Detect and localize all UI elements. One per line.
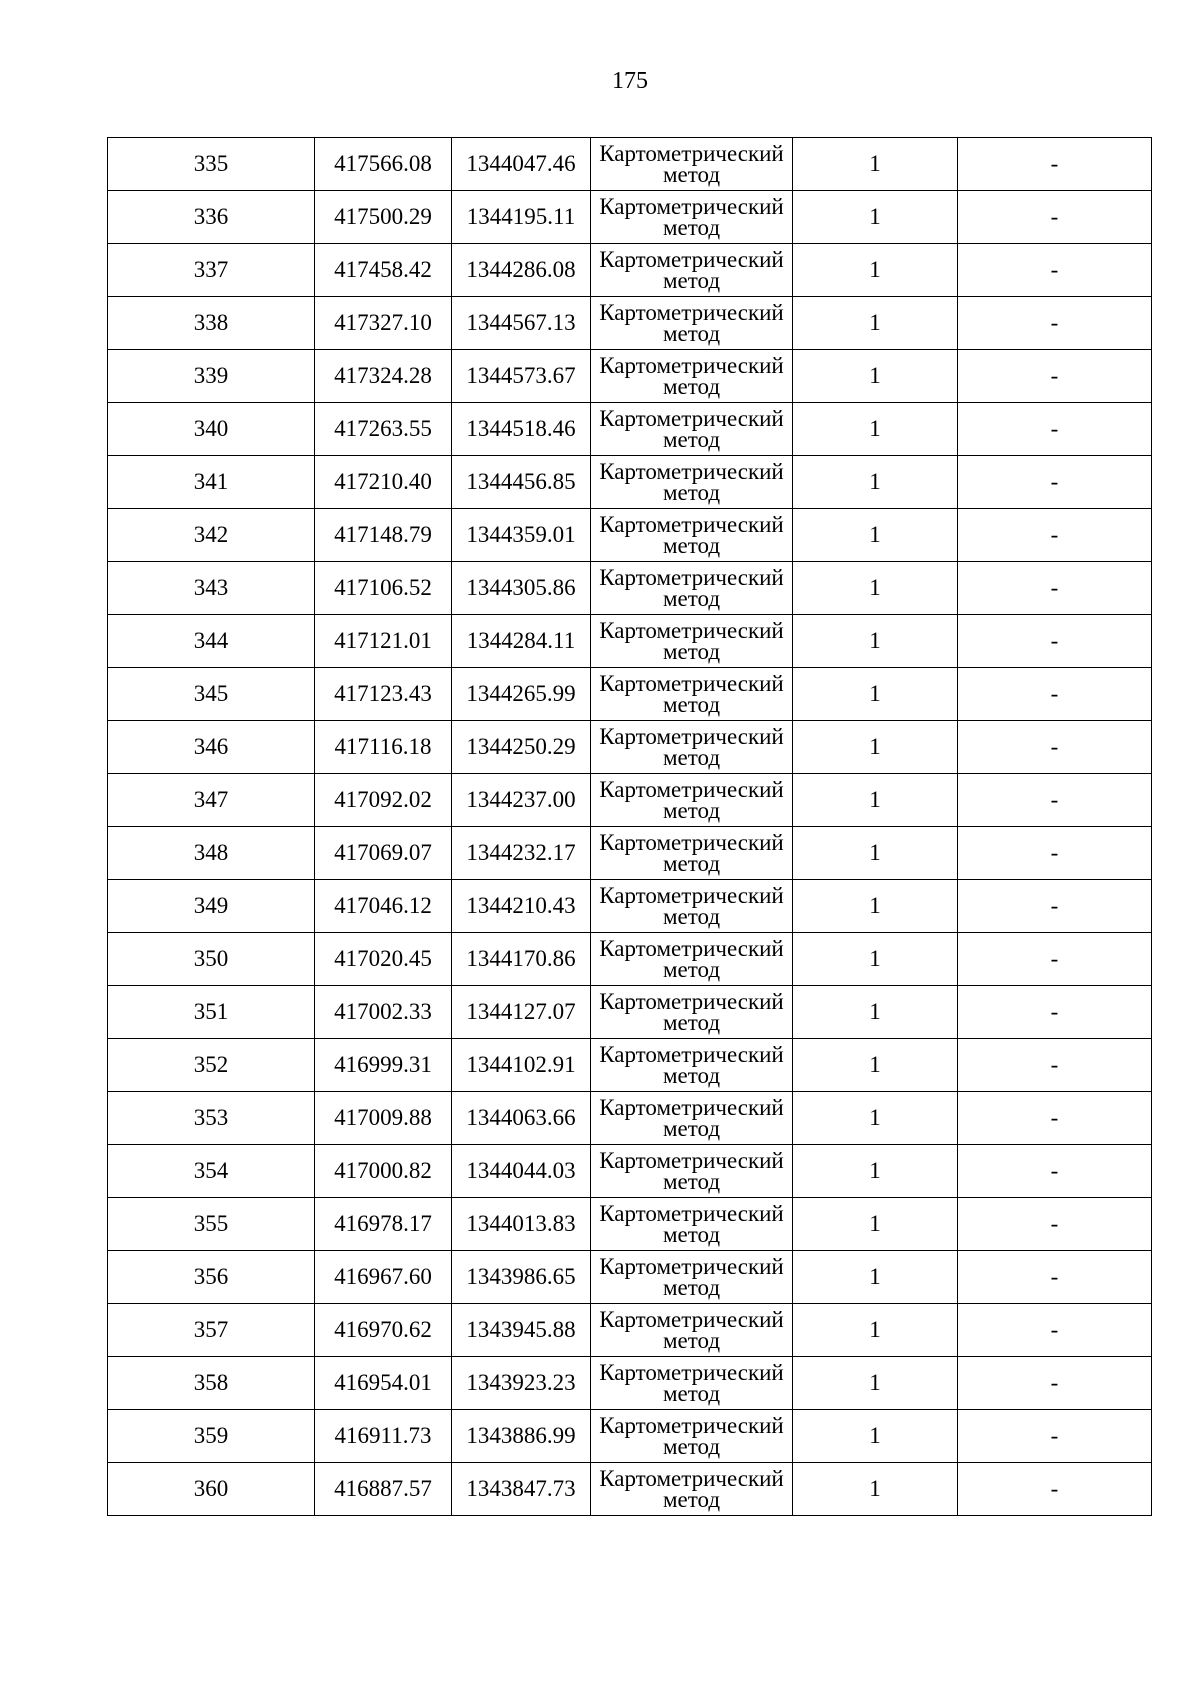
note-cell: -: [958, 1092, 1152, 1145]
method-line-1: Картометрический: [599, 989, 784, 1014]
y-coordinate-cell: 1344210.43: [452, 880, 591, 933]
method-line-2: метод: [662, 1222, 721, 1247]
accuracy-cell: 1: [793, 1145, 958, 1198]
y-coordinate-cell: 1343986.65: [452, 1251, 591, 1304]
note-cell: -: [958, 1304, 1152, 1357]
method-line-2: метод: [662, 374, 721, 399]
note-cell: -: [958, 1463, 1152, 1516]
point-number-cell: 356: [108, 1251, 315, 1304]
table-row: [108, 1092, 1152, 1145]
method-cell: [591, 297, 793, 350]
x-coordinate-cell: 417069.07: [315, 827, 452, 880]
note-cell: -: [958, 1251, 1152, 1304]
point-number-cell: 357: [108, 1304, 315, 1357]
method-cell: [591, 615, 793, 668]
x-coordinate-cell: 417263.55: [315, 403, 452, 456]
note-cell: -: [958, 827, 1152, 880]
y-coordinate-cell: 1344305.86: [452, 562, 591, 615]
method-cell: [591, 138, 793, 191]
table-row: [108, 350, 1152, 403]
table-row: [108, 191, 1152, 244]
table-row: [108, 562, 1152, 615]
x-coordinate-cell: 417106.52: [315, 562, 452, 615]
table-row: [108, 1251, 1152, 1304]
point-number-cell: 355: [108, 1198, 315, 1251]
point-number-cell: 358: [108, 1357, 315, 1410]
method-line-1: Картометрический: [599, 300, 784, 325]
y-coordinate-cell: 1344265.99: [452, 668, 591, 721]
x-coordinate-cell: 416967.60: [315, 1251, 452, 1304]
method-line-2: метод: [662, 692, 721, 717]
method-cell: [591, 721, 793, 774]
point-number-cell: 349: [108, 880, 315, 933]
x-coordinate-cell: 417566.08: [315, 138, 452, 191]
point-number-cell: 338: [108, 297, 315, 350]
point-number-cell: 350: [108, 933, 315, 986]
method-line-2: метод: [662, 1275, 721, 1300]
x-coordinate-cell: 417020.45: [315, 933, 452, 986]
y-coordinate-cell: 1344573.67: [452, 350, 591, 403]
point-number-cell: 354: [108, 1145, 315, 1198]
point-number-cell: 359: [108, 1410, 315, 1463]
y-coordinate-cell: 1344284.11: [452, 615, 591, 668]
point-number-cell: 351: [108, 986, 315, 1039]
accuracy-cell: 1: [793, 350, 958, 403]
method-line-2: метод: [662, 162, 721, 187]
note-cell: -: [958, 986, 1152, 1039]
point-number-cell: 336: [108, 191, 315, 244]
x-coordinate-cell: 417000.82: [315, 1145, 452, 1198]
note-cell: -: [958, 509, 1152, 562]
method-line-1: Картометрический: [599, 830, 784, 855]
note-cell: -: [958, 880, 1152, 933]
method-line-1: Картометрический: [599, 936, 784, 961]
method-cell: [591, 509, 793, 562]
method-line-2: метод: [662, 533, 721, 558]
method-line-2: метод: [662, 798, 721, 823]
note-cell: -: [958, 403, 1152, 456]
method-line-1: Картометрический: [599, 1254, 784, 1279]
point-number-cell: 339: [108, 350, 315, 403]
y-coordinate-cell: 1344195.11: [452, 191, 591, 244]
method-cell: [591, 1463, 793, 1516]
y-coordinate-cell: 1343945.88: [452, 1304, 591, 1357]
note-cell: -: [958, 1410, 1152, 1463]
note-cell: -: [958, 1198, 1152, 1251]
note-cell: -: [958, 668, 1152, 721]
point-number-cell: 340: [108, 403, 315, 456]
table-row: [108, 456, 1152, 509]
method-cell: [591, 1304, 793, 1357]
accuracy-cell: 1: [793, 191, 958, 244]
method-line-1: Картометрический: [599, 565, 784, 590]
method-line-2: метод: [662, 480, 721, 505]
point-number-cell: 347: [108, 774, 315, 827]
method-cell: [591, 933, 793, 986]
table-row: [108, 297, 1152, 350]
accuracy-cell: 1: [793, 827, 958, 880]
method-line-2: метод: [662, 851, 721, 876]
point-number-cell: 343: [108, 562, 315, 615]
page-number: 175: [612, 68, 648, 94]
method-line-1: Картометрический: [599, 1095, 784, 1120]
method-line-2: метод: [662, 586, 721, 611]
x-coordinate-cell: 417092.02: [315, 774, 452, 827]
accuracy-cell: 1: [793, 1304, 958, 1357]
method-cell: [591, 827, 793, 880]
y-coordinate-cell: 1344063.66: [452, 1092, 591, 1145]
note-cell: -: [958, 562, 1152, 615]
point-number-cell: 344: [108, 615, 315, 668]
x-coordinate-cell: 416970.62: [315, 1304, 452, 1357]
coordinates-table: [107, 137, 1152, 1516]
note-cell: -: [958, 191, 1152, 244]
accuracy-cell: 1: [793, 244, 958, 297]
method-cell: [591, 1092, 793, 1145]
method-line-1: Картометрический: [599, 1413, 784, 1438]
x-coordinate-cell: 416954.01: [315, 1357, 452, 1410]
method-cell: [591, 880, 793, 933]
table-row: [108, 827, 1152, 880]
x-coordinate-cell: 416911.73: [315, 1410, 452, 1463]
method-line-1: Картометрический: [599, 1148, 784, 1173]
table-row: [108, 1410, 1152, 1463]
note-cell: -: [958, 774, 1152, 827]
accuracy-cell: 1: [793, 1463, 958, 1516]
y-coordinate-cell: 1344047.46: [452, 138, 591, 191]
method-line-1: Картометрический: [599, 194, 784, 219]
x-coordinate-cell: 417002.33: [315, 986, 452, 1039]
accuracy-cell: 1: [793, 1251, 958, 1304]
method-line-1: Картометрический: [599, 1307, 784, 1332]
note-cell: -: [958, 350, 1152, 403]
x-coordinate-cell: 417458.42: [315, 244, 452, 297]
point-number-cell: 360: [108, 1463, 315, 1516]
accuracy-cell: 1: [793, 562, 958, 615]
method-line-2: метод: [662, 1169, 721, 1194]
method-line-1: Картометрический: [599, 777, 784, 802]
point-number-cell: 352: [108, 1039, 315, 1092]
y-coordinate-cell: 1344102.91: [452, 1039, 591, 1092]
accuracy-cell: 1: [793, 615, 958, 668]
x-coordinate-cell: 417009.88: [315, 1092, 452, 1145]
accuracy-cell: 1: [793, 1357, 958, 1410]
note-cell: -: [958, 297, 1152, 350]
method-line-1: Картометрический: [599, 406, 784, 431]
note-cell: -: [958, 615, 1152, 668]
method-cell: [591, 1145, 793, 1198]
y-coordinate-cell: 1344013.83: [452, 1198, 591, 1251]
method-line-1: Картометрический: [599, 724, 784, 749]
method-line-1: Картометрический: [599, 1042, 784, 1067]
method-line-1: Картометрический: [599, 671, 784, 696]
table-row: [108, 509, 1152, 562]
method-line-1: Картометрический: [599, 1201, 784, 1226]
accuracy-cell: 1: [793, 456, 958, 509]
y-coordinate-cell: 1343886.99: [452, 1410, 591, 1463]
method-line-2: метод: [662, 1116, 721, 1141]
y-coordinate-cell: 1343847.73: [452, 1463, 591, 1516]
accuracy-cell: 1: [793, 1410, 958, 1463]
point-number-cell: 341: [108, 456, 315, 509]
y-coordinate-cell: 1344127.07: [452, 986, 591, 1039]
x-coordinate-cell: 417116.18: [315, 721, 452, 774]
x-coordinate-cell: 417148.79: [315, 509, 452, 562]
method-cell: [591, 986, 793, 1039]
accuracy-cell: 1: [793, 1039, 958, 1092]
x-coordinate-cell: 417327.10: [315, 297, 452, 350]
method-line-1: Картометрический: [599, 1360, 784, 1385]
y-coordinate-cell: 1344518.46: [452, 403, 591, 456]
table-row: [108, 1357, 1152, 1410]
point-number-cell: 353: [108, 1092, 315, 1145]
point-number-cell: 346: [108, 721, 315, 774]
y-coordinate-cell: 1344250.29: [452, 721, 591, 774]
method-line-2: метод: [662, 321, 721, 346]
accuracy-cell: 1: [793, 403, 958, 456]
x-coordinate-cell: 416978.17: [315, 1198, 452, 1251]
accuracy-cell: 1: [793, 933, 958, 986]
accuracy-cell: 1: [793, 509, 958, 562]
method-line-1: Картометрический: [599, 618, 784, 643]
table-row: [108, 1145, 1152, 1198]
y-coordinate-cell: 1344237.00: [452, 774, 591, 827]
accuracy-cell: 1: [793, 297, 958, 350]
accuracy-cell: 1: [793, 880, 958, 933]
point-number-cell: 335: [108, 138, 315, 191]
y-coordinate-cell: 1344044.03: [452, 1145, 591, 1198]
point-number-cell: 342: [108, 509, 315, 562]
note-cell: -: [958, 1039, 1152, 1092]
table-row: [108, 774, 1152, 827]
method-cell: [591, 403, 793, 456]
method-cell: [591, 774, 793, 827]
x-coordinate-cell: 417046.12: [315, 880, 452, 933]
y-coordinate-cell: 1344359.01: [452, 509, 591, 562]
note-cell: -: [958, 933, 1152, 986]
note-cell: -: [958, 244, 1152, 297]
method-line-2: метод: [662, 745, 721, 770]
table-row: [108, 138, 1152, 191]
table-row: [108, 933, 1152, 986]
x-coordinate-cell: 417210.40: [315, 456, 452, 509]
point-number-cell: 337: [108, 244, 315, 297]
method-line-1: Картометрический: [599, 141, 784, 166]
method-cell: [591, 244, 793, 297]
method-cell: [591, 456, 793, 509]
method-cell: [591, 1039, 793, 1092]
table-row: [108, 668, 1152, 721]
method-line-1: Картометрический: [599, 353, 784, 378]
method-cell: [591, 1198, 793, 1251]
method-line-2: метод: [662, 268, 721, 293]
note-cell: -: [958, 1145, 1152, 1198]
table-row: [108, 244, 1152, 297]
y-coordinate-cell: 1344232.17: [452, 827, 591, 880]
method-line-1: Картометрический: [599, 459, 784, 484]
table-row: [108, 403, 1152, 456]
x-coordinate-cell: 417121.01: [315, 615, 452, 668]
x-coordinate-cell: 417324.28: [315, 350, 452, 403]
note-cell: -: [958, 138, 1152, 191]
x-coordinate-cell: 416999.31: [315, 1039, 452, 1092]
method-cell: [591, 191, 793, 244]
method-cell: [591, 1251, 793, 1304]
accuracy-cell: 1: [793, 1092, 958, 1145]
note-cell: -: [958, 721, 1152, 774]
x-coordinate-cell: 416887.57: [315, 1463, 452, 1516]
note-cell: -: [958, 456, 1152, 509]
point-number-cell: 348: [108, 827, 315, 880]
method-cell: [591, 562, 793, 615]
accuracy-cell: 1: [793, 1198, 958, 1251]
method-line-2: метод: [662, 427, 721, 452]
accuracy-cell: 1: [793, 721, 958, 774]
method-cell: [591, 1357, 793, 1410]
method-line-1: Картометрический: [599, 247, 784, 272]
accuracy-cell: 1: [793, 774, 958, 827]
method-line-2: метод: [662, 957, 721, 982]
method-line-2: метод: [662, 1010, 721, 1035]
y-coordinate-cell: 1344170.86: [452, 933, 591, 986]
accuracy-cell: 1: [793, 986, 958, 1039]
method-line-2: метод: [662, 904, 721, 929]
note-cell: -: [958, 1357, 1152, 1410]
accuracy-cell: 1: [793, 668, 958, 721]
table-row: [108, 721, 1152, 774]
y-coordinate-cell: 1344456.85: [452, 456, 591, 509]
x-coordinate-cell: 417500.29: [315, 191, 452, 244]
method-line-2: метод: [662, 1381, 721, 1406]
table-row: [108, 880, 1152, 933]
method-line-1: Картометрический: [599, 1466, 784, 1491]
method-line-2: метод: [662, 215, 721, 240]
table-row: [108, 1463, 1152, 1516]
x-coordinate-cell: 417123.43: [315, 668, 452, 721]
method-line-2: метод: [662, 1063, 721, 1088]
method-cell: [591, 350, 793, 403]
table-row: [108, 986, 1152, 1039]
method-line-2: метод: [662, 639, 721, 664]
method-line-1: Картометрический: [599, 883, 784, 908]
table-row: [108, 615, 1152, 668]
method-line-2: метод: [662, 1487, 721, 1512]
accuracy-cell: 1: [793, 138, 958, 191]
method-cell: [591, 1410, 793, 1463]
y-coordinate-cell: 1344286.08: [452, 244, 591, 297]
method-line-2: метод: [662, 1434, 721, 1459]
method-line-2: метод: [662, 1328, 721, 1353]
table-row: [108, 1304, 1152, 1357]
table-row: [108, 1198, 1152, 1251]
method-cell: [591, 668, 793, 721]
method-line-1: Картометрический: [599, 512, 784, 537]
table-row: [108, 1039, 1152, 1092]
y-coordinate-cell: 1344567.13: [452, 297, 591, 350]
y-coordinate-cell: 1343923.23: [452, 1357, 591, 1410]
point-number-cell: 345: [108, 668, 315, 721]
